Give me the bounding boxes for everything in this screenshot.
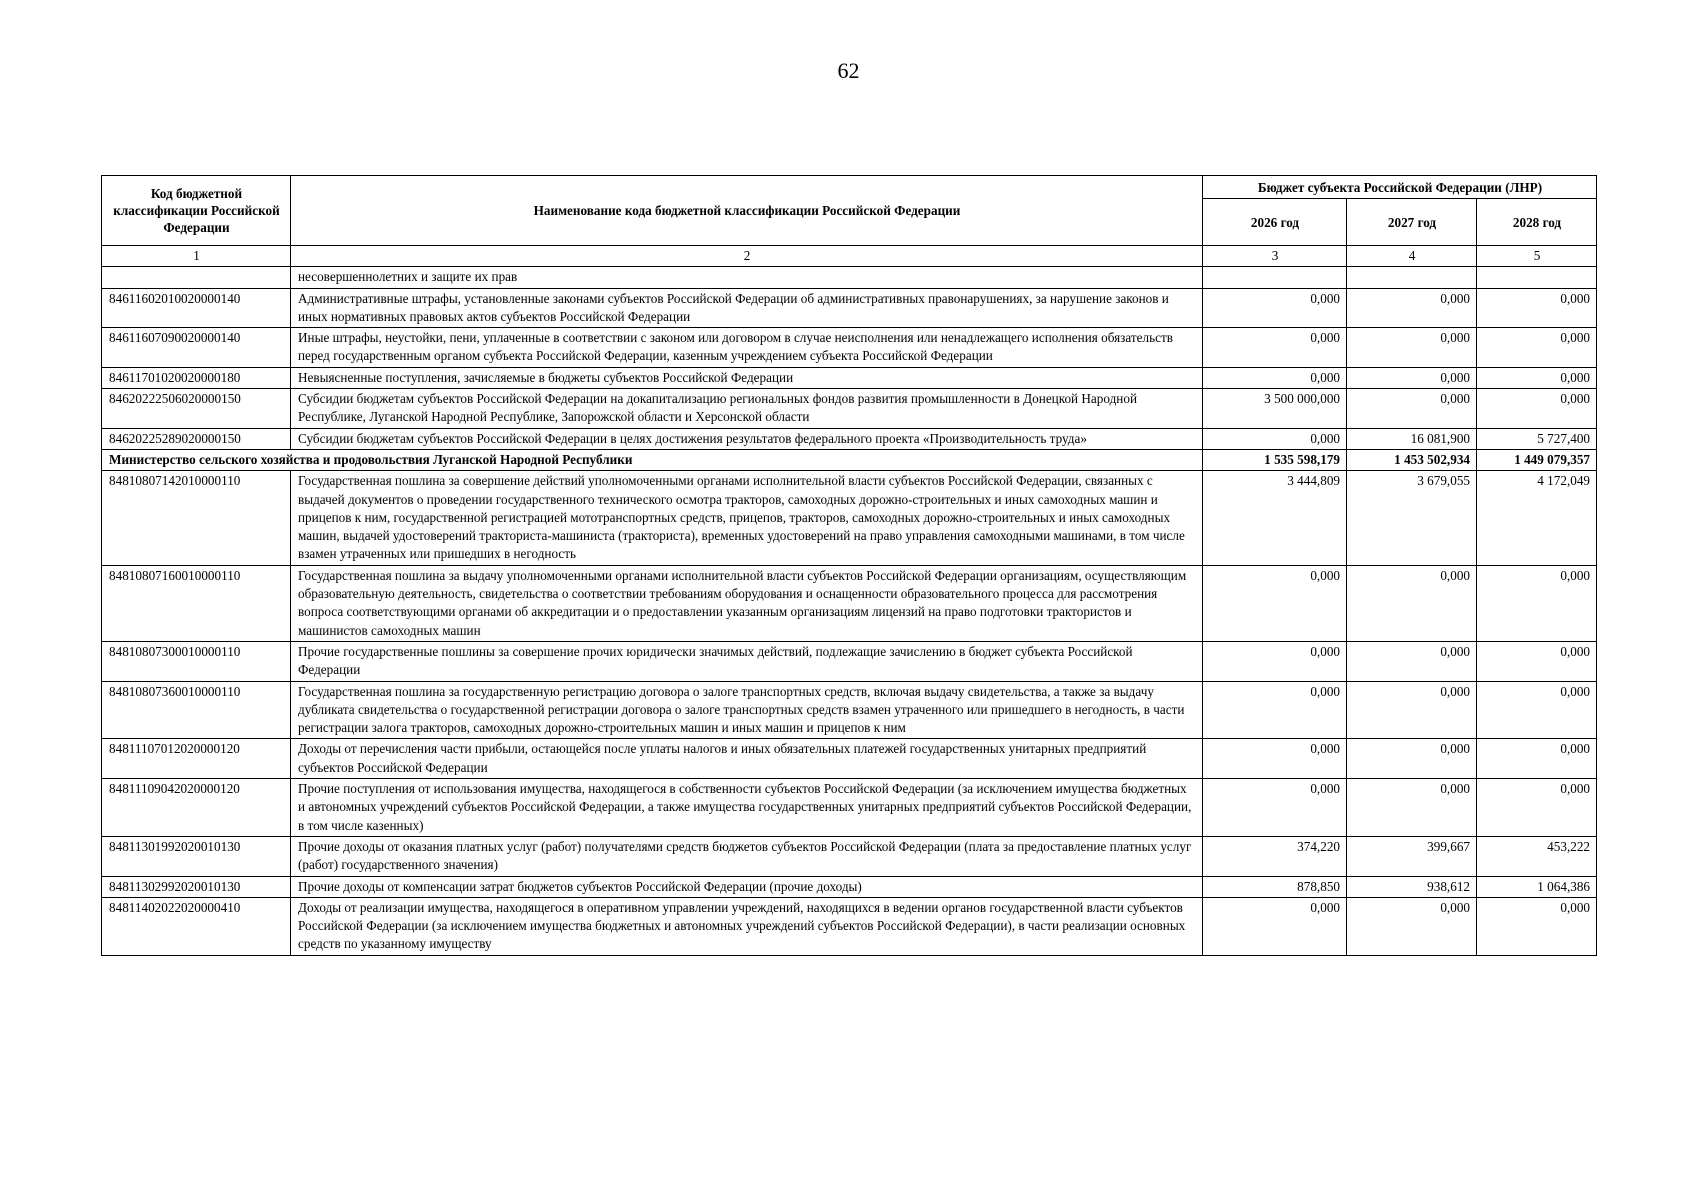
table-row <box>102 779 1597 837</box>
name-cell: Прочие доходы от оказания платных услуг (работ) получателями средств бюджетов субъектов Российской Федерации (плата за предоставление платных услуг (работ) государственного значения) <box>291 836 1203 876</box>
table-row <box>102 897 1597 955</box>
table-row <box>102 389 1597 429</box>
value-2028: 0,000 <box>1477 389 1597 429</box>
code-cell: 84810807300010000110 <box>102 641 291 681</box>
value-2027: 0,000 <box>1347 565 1477 641</box>
name-cell: Доходы от реализации имущества, находящегося в оперативном управлении учреждений, находящихся в ведении органов государственной власти субъектов Российской Федерации (за исключением имущества бюджетных и автономных учреждений субъектов Российской Федерации), в части реализации основных средств по указанному имуществу <box>291 897 1203 955</box>
value-2027: 3 679,055 <box>1347 471 1477 565</box>
value-2026: 0,000 <box>1203 328 1347 368</box>
value-2027: 0,000 <box>1347 641 1477 681</box>
table-row <box>102 288 1597 328</box>
code-cell: 84620225289020000150 <box>102 428 291 449</box>
index-cell: 1 <box>102 246 291 267</box>
value-2027: 16 081,900 <box>1347 428 1477 449</box>
name-cell: Невыясненные поступления, зачисляемые в бюджеты субъектов Российской Федерации <box>291 367 1203 388</box>
table-row <box>102 836 1597 876</box>
name-cell: несовершеннолетних и защите их прав <box>291 267 1203 288</box>
value-2028: 0,000 <box>1477 779 1597 837</box>
table-row <box>102 739 1597 779</box>
value-2027: 0,000 <box>1347 739 1477 779</box>
value-2028: 453,222 <box>1477 836 1597 876</box>
value-2028: 0,000 <box>1477 897 1597 955</box>
value-2026: 0,000 <box>1203 565 1347 641</box>
name-cell: Иные штрафы, неустойки, пени, уплаченные в соответствии с законом или договором в случае неисполнения или ненадлежащего исполнения обязательств перед государственным органом субъекта Российской Федерации, казенным учреждением субъекта Российской Федерации <box>291 328 1203 368</box>
table-row <box>102 565 1597 641</box>
code-cell: 84811302992020010130 <box>102 876 291 897</box>
value-2027: 0,000 <box>1347 367 1477 388</box>
code-cell: 84811109042020000120 <box>102 779 291 837</box>
header-name: Наименование кода бюджетной классификации Российской Федерации <box>291 176 1203 246</box>
code-cell: 84810807360010000110 <box>102 681 291 739</box>
group-total-2027: 1 453 502,934 <box>1347 449 1477 470</box>
value-2027: 0,000 <box>1347 288 1477 328</box>
value-2026: 0,000 <box>1203 367 1347 388</box>
value-cell <box>1203 267 1347 288</box>
value-2027: 0,000 <box>1347 779 1477 837</box>
group-total-row <box>102 449 1597 470</box>
value-2026: 3 444,809 <box>1203 471 1347 565</box>
value-2026: 374,220 <box>1203 836 1347 876</box>
header-budget: Бюджет субъекта Российской Федерации (ЛНР) <box>1203 176 1597 199</box>
value-2028: 0,000 <box>1477 367 1597 388</box>
value-2027: 0,000 <box>1347 328 1477 368</box>
value-2028: 4 172,049 <box>1477 471 1597 565</box>
value-2027: 0,000 <box>1347 897 1477 955</box>
header-code: Код бюджетной классификации Российской Федерации <box>102 176 291 246</box>
group-total-2028: 1 449 079,357 <box>1477 449 1597 470</box>
value-2027: 0,000 <box>1347 389 1477 429</box>
name-cell: Государственная пошлина за выдачу уполномоченными органами исполнительной власти субъектов Российской Федерации организациям, осуществляющим образовательную деятельность, свидетельства о соответствии требованиям оборудования и оснащенности образовательного процесса для рассмотрения вопроса соответствующими органами об аккредитации и о предоставлении указанным организациям лицензий на право подготовки трактористов и машинистов самоходных машин <box>291 565 1203 641</box>
value-2028: 0,000 <box>1477 288 1597 328</box>
value-2026: 0,000 <box>1203 897 1347 955</box>
table-row <box>102 471 1597 565</box>
code-cell: 84811107012020000120 <box>102 739 291 779</box>
value-2028: 0,000 <box>1477 739 1597 779</box>
header-year-2028: 2028 год <box>1477 199 1597 246</box>
code-cell: 84611607090020000140 <box>102 328 291 368</box>
name-cell: Административные штрафы, установленные законами субъектов Российской Федерации об административных правонарушениях, за нарушение законов и иных нормативных правовых актов субъектов Российской Федерации <box>291 288 1203 328</box>
value-2026: 0,000 <box>1203 428 1347 449</box>
code-cell: 84810807160010000110 <box>102 565 291 641</box>
table-row <box>102 641 1597 681</box>
table-row <box>102 367 1597 388</box>
header-row-top <box>102 176 1597 199</box>
group-title: Министерство сельского хозяйства и продовольствия Луганской Народной Республики <box>102 449 1203 470</box>
table-row <box>102 428 1597 449</box>
name-cell: Прочие государственные пошлины за совершение прочих юридически значимых действий, подлежащие зачислению в бюджет субъекта Российской Федерации <box>291 641 1203 681</box>
name-cell: Субсидии бюджетам субъектов Российской Федерации в целях достижения результатов федерального проекта «Производительность труда» <box>291 428 1203 449</box>
header-year-2027: 2027 год <box>1347 199 1477 246</box>
header-year-2026: 2026 год <box>1203 199 1347 246</box>
code-cell: 84611602010020000140 <box>102 288 291 328</box>
budget-table <box>101 175 1597 956</box>
value-cell <box>1477 267 1597 288</box>
index-cell: 4 <box>1347 246 1477 267</box>
value-2028: 0,000 <box>1477 641 1597 681</box>
value-2028: 0,000 <box>1477 681 1597 739</box>
continuation-row <box>102 267 1597 288</box>
page-number: 62 <box>837 58 860 83</box>
code-cell: 84810807142010000110 <box>102 471 291 565</box>
code-cell: 84620222506020000150 <box>102 389 291 429</box>
code-cell: 84811301992020010130 <box>102 836 291 876</box>
code-cell: 84811402022020000410 <box>102 897 291 955</box>
value-2026: 0,000 <box>1203 739 1347 779</box>
value-2026: 878,850 <box>1203 876 1347 897</box>
name-cell: Прочие поступления от использования имущества, находящегося в собственности субъектов Российской Федерации (за исключением имущества бюджетных и автономных учреждений субъектов Российской Федерации, а также имущества государственных унитарных предприятий субъектов Российской Федерации, в том числе казенных) <box>291 779 1203 837</box>
index-row <box>102 246 1597 267</box>
value-2026: 0,000 <box>1203 288 1347 328</box>
value-2028: 0,000 <box>1477 565 1597 641</box>
value-2028: 0,000 <box>1477 328 1597 368</box>
value-2027: 399,667 <box>1347 836 1477 876</box>
table-row <box>102 876 1597 897</box>
value-2026: 0,000 <box>1203 779 1347 837</box>
name-cell: Государственная пошлина за совершение действий уполномоченными органами исполнительной власти субъектов Российской Федерации, связанных с выдачей документов о проведении государственного технического осмотра тракторов, самоходных дорожно-строительных и иных самоходных машин и прицепов к ним, государственной регистрацией мототранспортных средств, прицепов, тракторов, самоходных дорожно-строительных и иных самоходных машин, выдачей удостоверений тракториста-машиниста (тракториста), временных удостоверений на право управления самоходными машинами, в том числе взамен утраченных или пришедших в негодность <box>291 471 1203 565</box>
code-cell: 84611701020020000180 <box>102 367 291 388</box>
value-2026: 0,000 <box>1203 641 1347 681</box>
value-2027: 0,000 <box>1347 681 1477 739</box>
group-total-2026: 1 535 598,179 <box>1203 449 1347 470</box>
value-2027: 938,612 <box>1347 876 1477 897</box>
index-cell: 2 <box>291 246 1203 267</box>
name-cell: Доходы от перечисления части прибыли, остающейся после уплаты налогов и иных обязательных платежей государственных унитарных предприятий субъектов Российской Федерации <box>291 739 1203 779</box>
code-cell <box>102 267 291 288</box>
table-row <box>102 328 1597 368</box>
value-2028: 5 727,400 <box>1477 428 1597 449</box>
index-cell: 5 <box>1477 246 1597 267</box>
index-cell: 3 <box>1203 246 1347 267</box>
name-cell: Прочие доходы от компенсации затрат бюджетов субъектов Российской Федерации (прочие доходы) <box>291 876 1203 897</box>
name-cell: Государственная пошлина за государственную регистрацию договора о залоге транспортных средств, включая выдачу свидетельства, а также за выдачу дубликата свидетельства о государственной регистрации договора о залоге транспортных средств взамен утраченного или пришедшего в негодность, в части регистрации залога тракторов, самоходных дорожно-строительных машин и иных машин и прицепов к ним <box>291 681 1203 739</box>
value-2026: 3 500 000,000 <box>1203 389 1347 429</box>
value-2026: 0,000 <box>1203 681 1347 739</box>
value-2028: 1 064,386 <box>1477 876 1597 897</box>
value-cell <box>1347 267 1477 288</box>
name-cell: Субсидии бюджетам субъектов Российской Федерации на докапитализацию региональных фондов развития промышленности в Донецкой Народной Республике, Луганской Народной Республике, Запорожской области и Херсонской области <box>291 389 1203 429</box>
table-row <box>102 681 1597 739</box>
